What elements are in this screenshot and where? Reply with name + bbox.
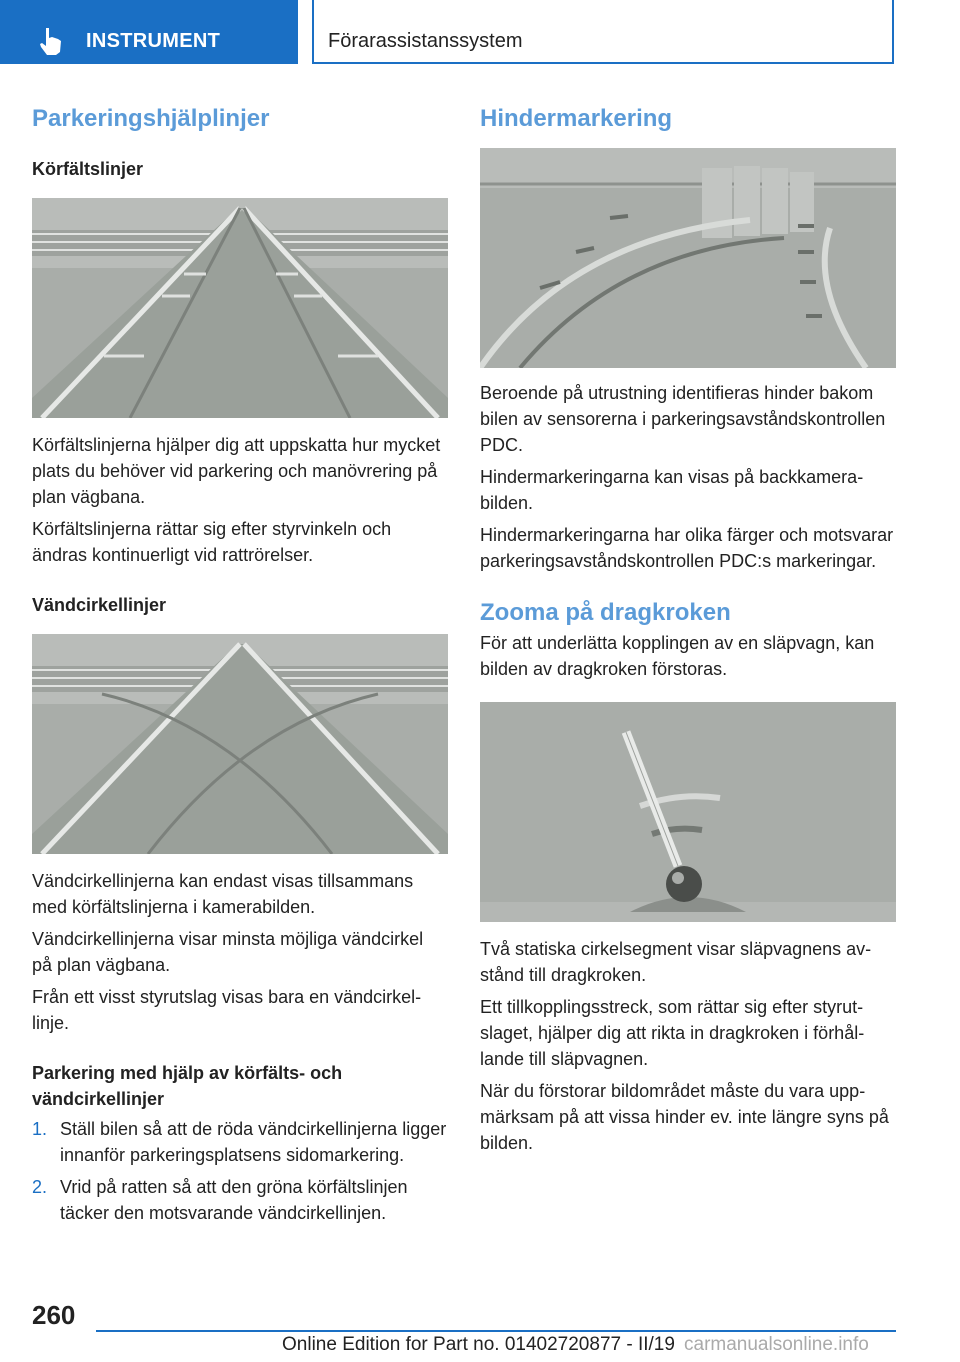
- paragraph: Körfältslinjerna rättar sig efter styrvinkeln och ändras kontinuerligt vid rattrörelser.: [32, 519, 392, 565]
- touch-hand-icon: [38, 26, 64, 56]
- footer-divider: [96, 1330, 896, 1332]
- left-column: [32, 100, 448, 1226]
- section-title: Förarassistanssystem: [328, 30, 523, 52]
- page-number: 260: [32, 1300, 76, 1330]
- figure-obstacle-marking: [480, 148, 896, 368]
- section-heading-obstacle-marking: Hindermarkering: [480, 105, 673, 132]
- step-number: 1.: [32, 1119, 48, 1139]
- paragraph: Vändcirkellinjerna visar minsta möjliga vändcirkel på plan vägbana.: [32, 929, 424, 975]
- paragraph: Ett tillkopplingsstreck, som rättar sig efter styrutslaget, hjälper dig att rikta in dragkroken i förhållande till släpvagnen.: [480, 997, 865, 1069]
- step-text: Ställ bilen så att de röda vändcirkellinjerna ligger innanför parkeringsplatsens sidomarkering.: [60, 1119, 447, 1165]
- list-item: [32, 1174, 448, 1226]
- step-text: Vrid på ratten så att den gröna körfältslinjen täcker den motsvarande vändcirkellinjen.: [60, 1177, 408, 1223]
- paragraph: Från ett visst styrutslag visas bara en vändcirkellinje.: [32, 987, 422, 1033]
- section-header: [312, 0, 894, 64]
- footer-edition: Online Edition for Part no. 01402720877 - II/19: [282, 1334, 675, 1355]
- paragraph: Körfältslinjerna hjälper dig att uppskatta hur mycket plats du behöver vid parkering och manövrering på plan vägbana.: [32, 435, 441, 507]
- paragraph: Vändcirkellinjerna kan endast visas tillsammans med körfältslinjerna i kamerabilden.: [32, 871, 414, 917]
- figure-turning-circle-lines: [32, 634, 448, 854]
- step-list: [32, 1116, 448, 1226]
- paragraph: Hindermarkeringarna har olika färger och motsvarar parkeringsavståndskontrollen PDC:s markeringar.: [480, 525, 894, 571]
- chapter-tab: [0, 0, 298, 64]
- section-heading-zoom-hitch: Zooma på dragkroken: [480, 599, 731, 626]
- subheading-parking-procedure: Parkering med hjälp av körfälts- och vändcirkellinjer: [32, 1063, 343, 1109]
- figure-lane-lines: [32, 198, 448, 418]
- paragraph: När du förstorar bildområdet måste du vara uppmärksam på att vissa hinder ev. inte längre syns på bilden.: [480, 1081, 889, 1153]
- subheading-turning-circle: Vändcirkellinjer: [32, 595, 167, 615]
- section-heading-parking-lines: Parkeringshjälplinjer: [32, 105, 270, 132]
- paragraph: Beroende på utrustning identifieras hinder bakom bilen av sensorerna i parkeringsavståndskontrollen PDC.: [480, 383, 886, 455]
- paragraph: Två statiska cirkelsegment visar släpvagnens avstånd till dragkroken.: [480, 939, 872, 985]
- figure-trailer-hitch-zoom: [480, 702, 896, 922]
- step-number: 2.: [32, 1177, 48, 1197]
- right-column: [480, 100, 896, 1156]
- list-item: [32, 1116, 448, 1168]
- paragraph: Hindermarkeringarna kan visas på backkamerabilden.: [480, 467, 864, 513]
- subheading-lane-lines: Körfältslinjer: [32, 159, 144, 179]
- paragraph: För att underlätta kopplingen av en släpvagn, kan bilden av dragkroken förstoras.: [480, 633, 875, 679]
- watermark: carmanualsonline.info: [684, 1334, 869, 1355]
- chapter-label: INSTRUMENT: [86, 30, 221, 52]
